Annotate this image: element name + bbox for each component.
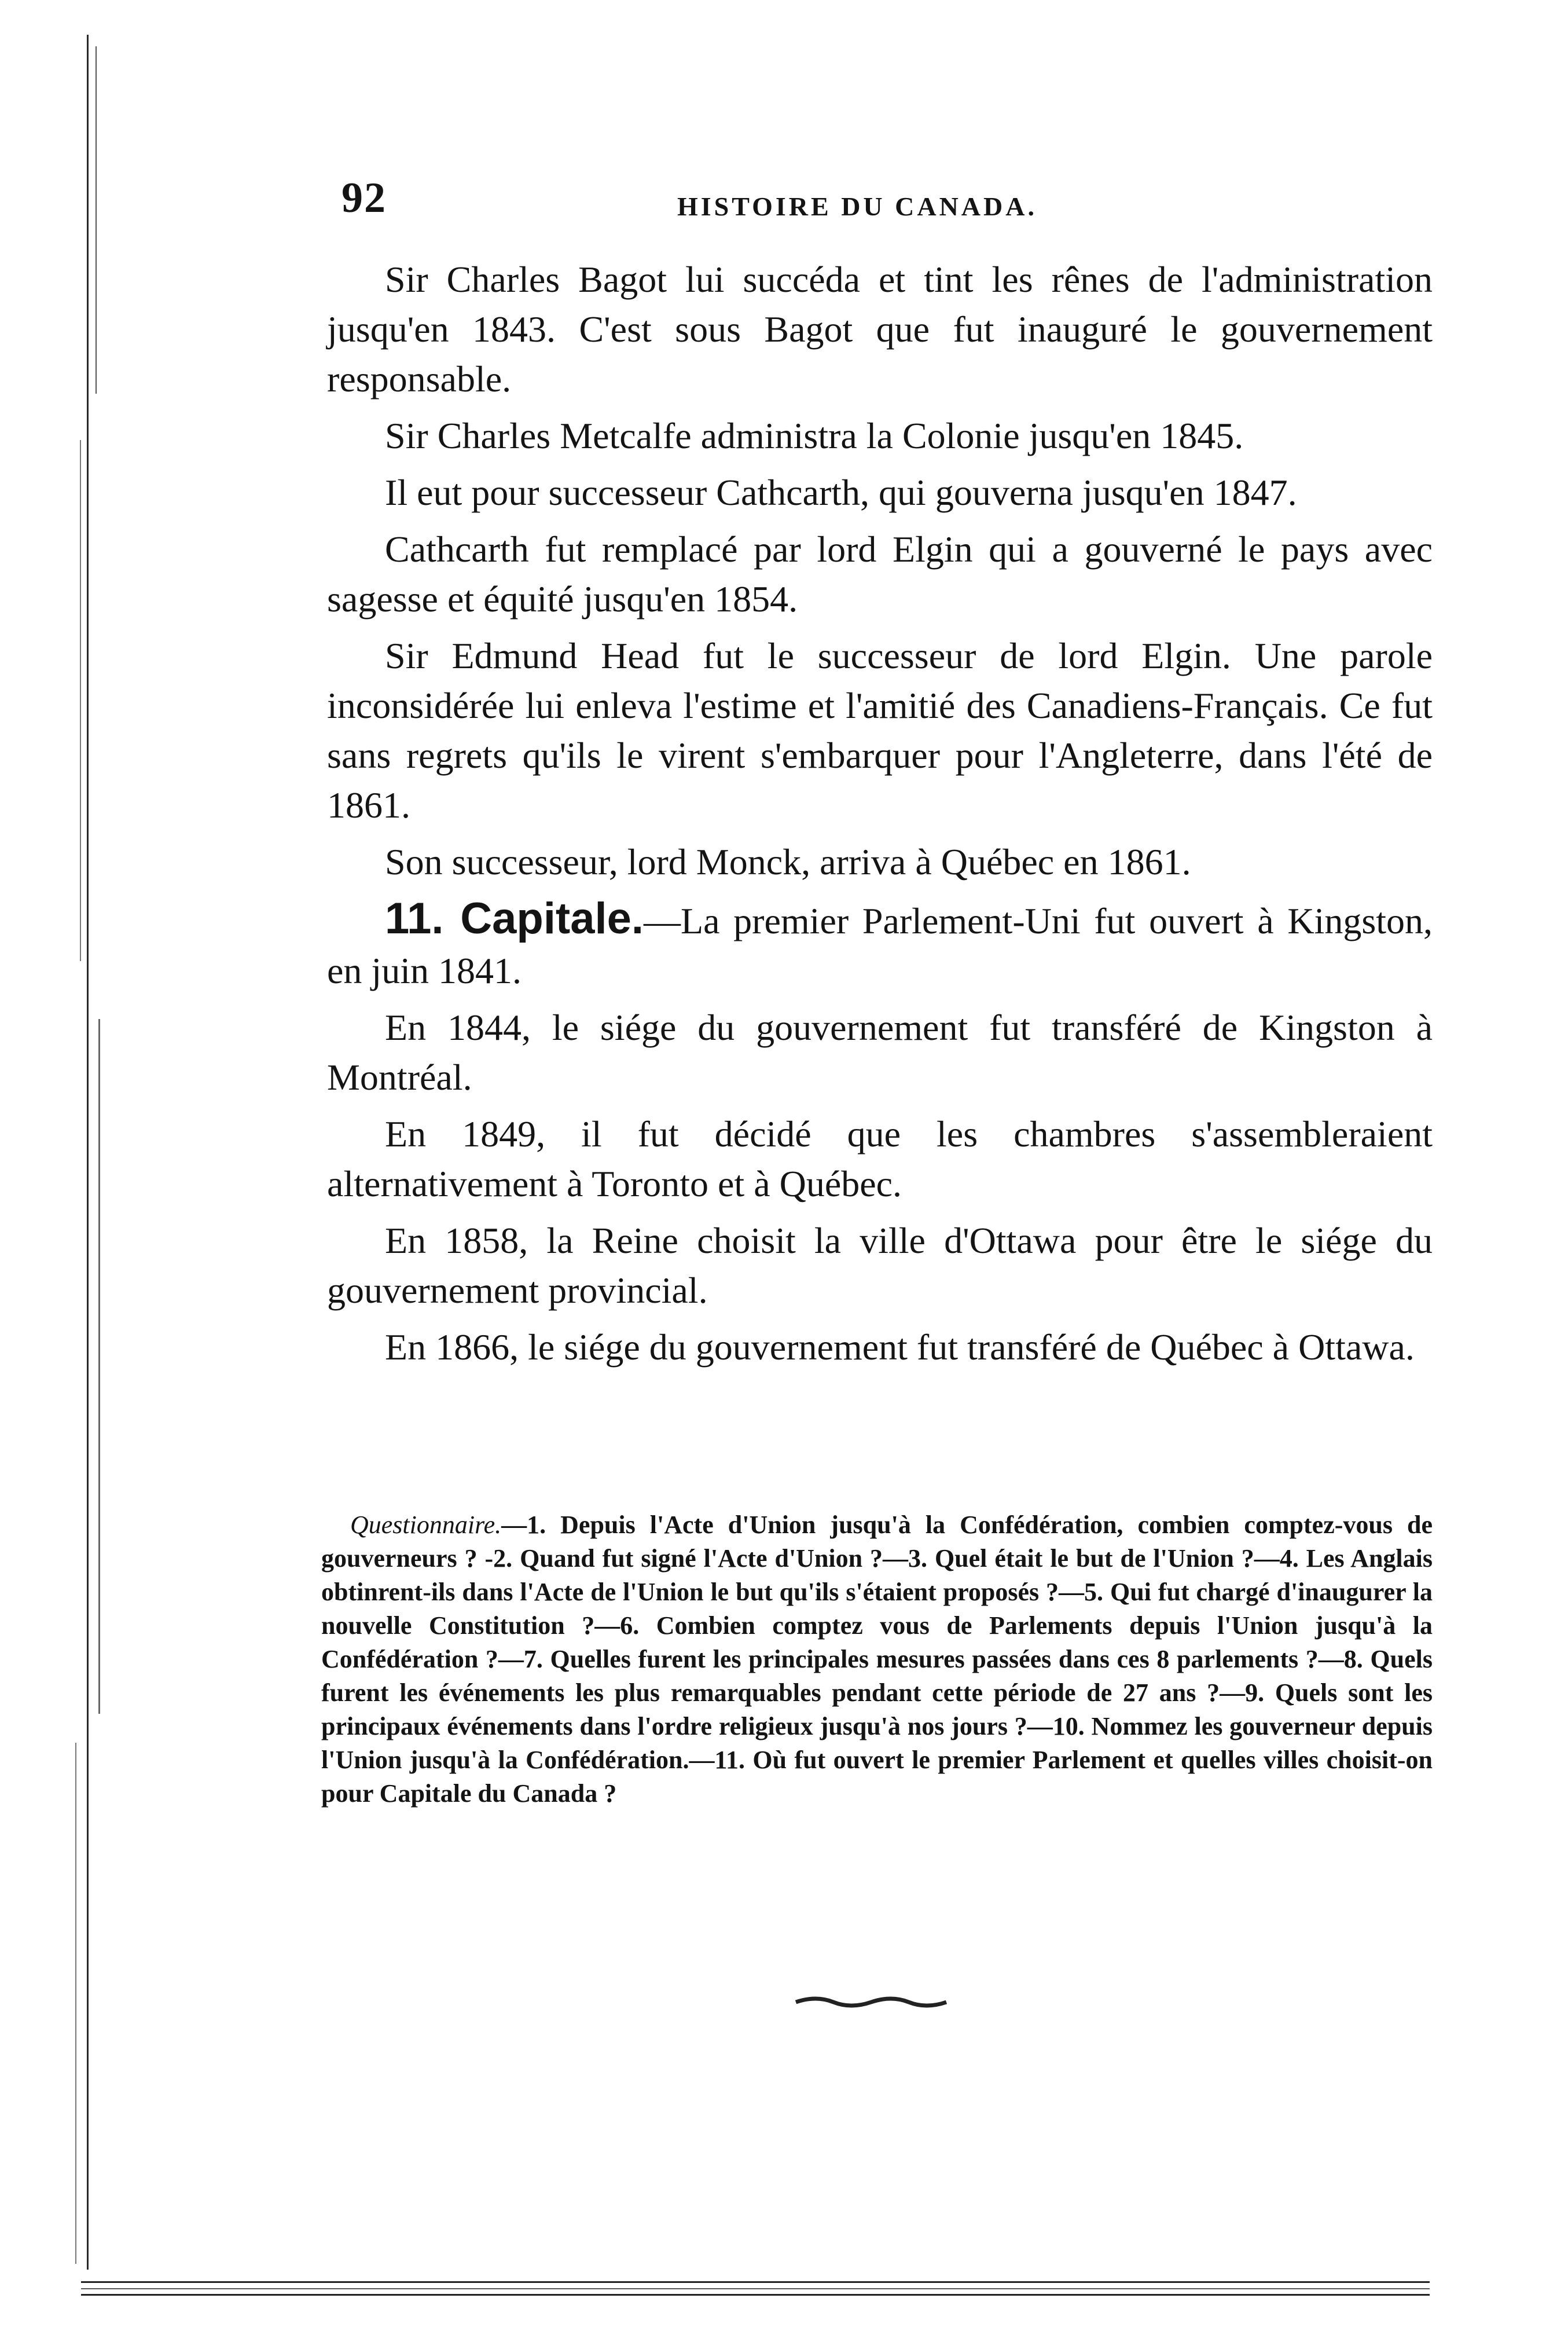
questionnaire-text: —1. Depuis l'Acte d'Union jusqu'à la Confédération, combien comptez-vous de gouverneurs ? -2. Quand fut signé l'Acte d'Union ?—3. Quel était le but de l'Union ?—4. Les Anglais obtinrent-ils dans l'Acte de l'Union le but qu'ils s'étaient proposés ?—5. Qui fut chargé d'inaugurer la nouvelle Constitution ?—6. Combien comptez vous de Parlements depuis l'Union jusqu'à la Confédération ?—7. Quelles furent les principales mesures passées dans ces 8 parlements ?—8. Quels furent les événements les plus remarquables pendant cette période de 27 ans ?—9. Quels sont les principaux événements dans l'ordre religieux jusqu'à nos jours ?—10. Nommez les gouverneur depuis l'Union jusqu'à la Confédération.—11. Où fut ouvert le premier Parlement et quelles villes choisit-on pour Capitale du Canada ?: [321, 1511, 1433, 1808]
bottom-rule: [81, 2281, 1430, 2299]
page-number: 92: [341, 174, 387, 222]
paragraph: Sir Charles Bagot lui succéda et tint les rênes de l'administration jusqu'en 1843. C'est sous Bagot que fut inauguré le gouvernement responsable.: [327, 259, 1433, 400]
body-text: [327, 255, 1433, 1379]
section-paragraph: [327, 894, 1433, 996]
end-ornament: [793, 1992, 949, 2009]
running-title: HISTOIRE DU CANADA.: [677, 192, 1037, 221]
paragraph: En 1858, la Reine choisit la ville d'Ottawa pour être le siége du gouvernement provincial.: [327, 1220, 1433, 1311]
questionnaire: [321, 1508, 1433, 1810]
page-header: [341, 174, 1430, 237]
paragraph: Il eut pour successeur Cathcarth, qui gouverna jusqu'en 1847.: [385, 472, 1297, 513]
paragraph: Sir Edmund Head fut le successeur de lord Elgin. Une parole inconsidérée lui enleva l'estime et l'amitié des Canadiens-Français. Ce fut sans regrets qu'ils le virent s'embarquer pour l'Angleterre, dans l'été de 1861.: [327, 635, 1433, 826]
paragraph: Son successeur, lord Monck, arriva à Québec en 1861.: [385, 841, 1191, 882]
section-heading: 11. Capitale.: [385, 894, 644, 943]
questionnaire-label: Questionnaire.: [350, 1511, 502, 1539]
paragraph: En 1866, le siége du gouvernement fut transféré de Québec à Ottawa.: [385, 1326, 1415, 1368]
paragraph: Sir Charles Metcalfe administra la Colonie jusqu'en 1845.: [385, 415, 1244, 456]
scan-edge-artifact: [64, 35, 110, 2270]
paragraph: Cathcarth fut remplacé par lord Elgin qui a gouverné le pays avec sagesse et équité jusqu'en 1854.: [327, 529, 1433, 620]
section-intro: —La premier Parlement-Uni fut ouvert à Kingston, en juin 1841.: [327, 900, 1433, 991]
paragraph: En 1844, le siége du gouvernement fut transféré de Kingston à Montréal.: [327, 1007, 1433, 1098]
paragraph: En 1849, il fut décidé que les chambres s'assembleraient alternativement à Toronto et à Québec.: [327, 1113, 1433, 1204]
